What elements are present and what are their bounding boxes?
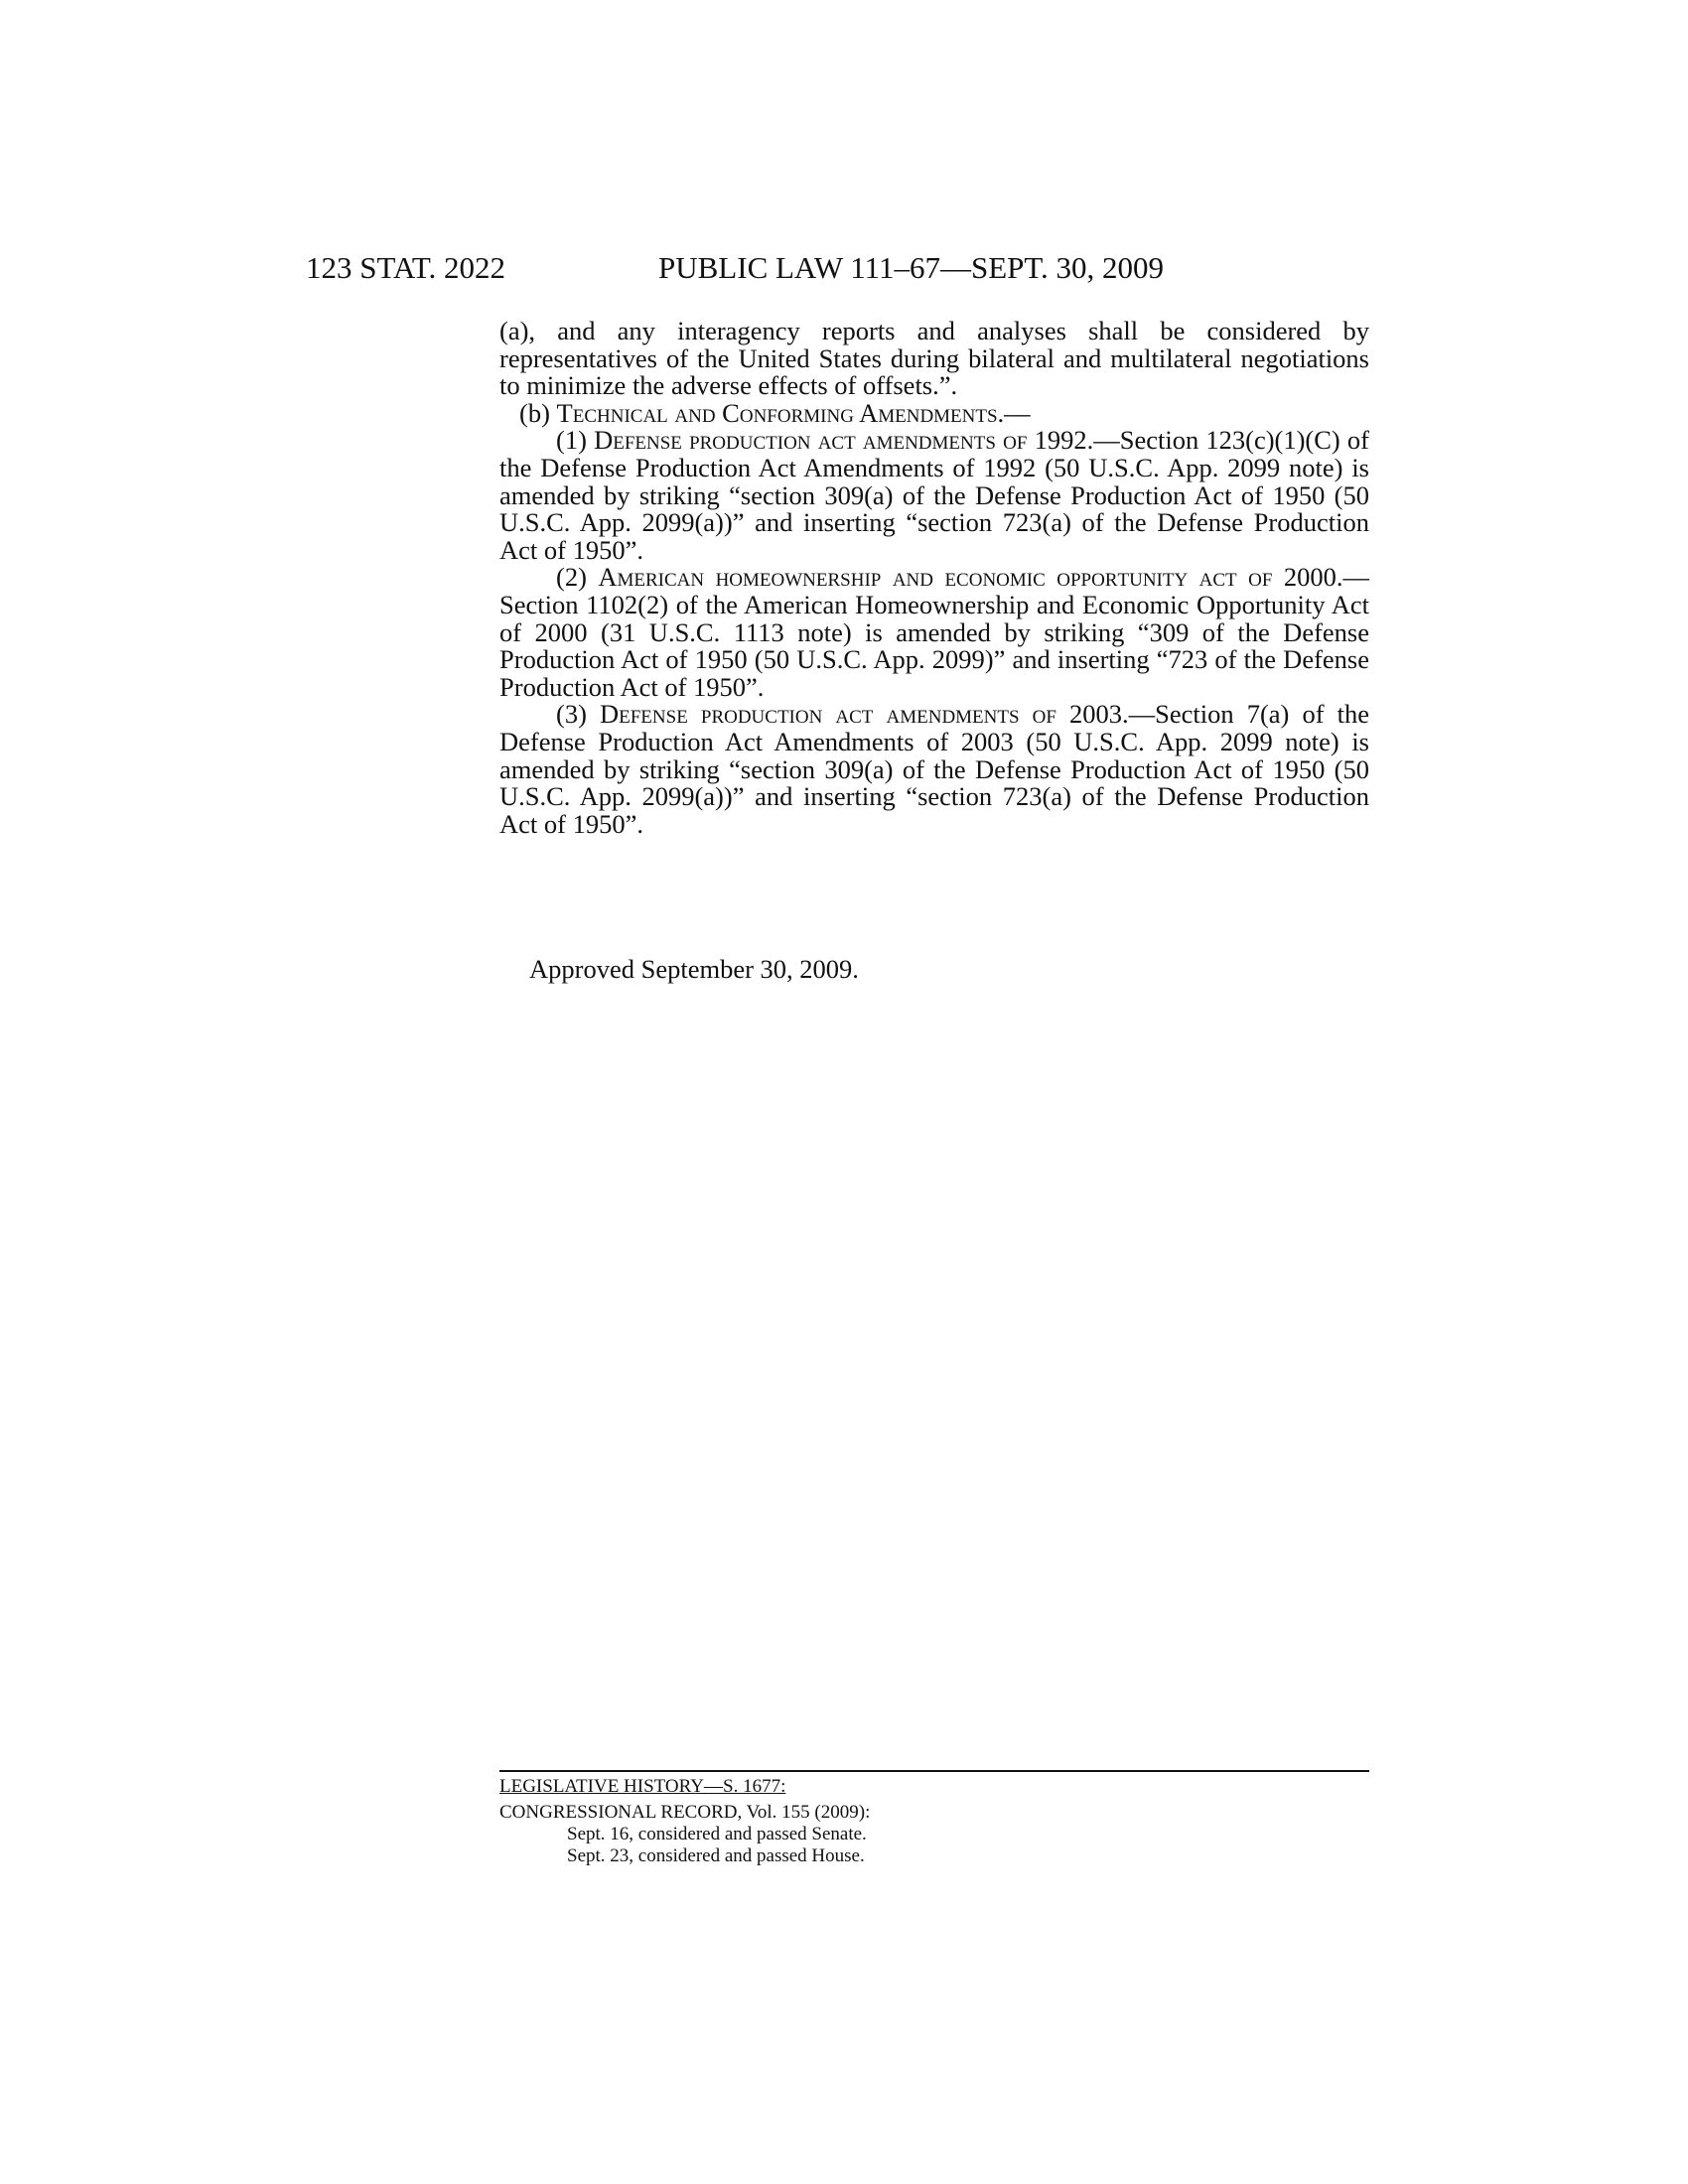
subsection-heading: Technical and Conforming Amendments.— [556,397,1031,428]
body-text [499,318,1369,838]
paragraph-heading: Defense production act amendments of 2003. [599,699,1129,730]
congressional-record: CONGRESSIONAL RECORD, Vol. 155 (2009): [499,1802,871,1823]
subsection-label: (b) [519,397,557,428]
paragraph-label: (1) [556,425,595,456]
history-entry: Sept. 16, considered and passed Senate. [567,1824,867,1844]
legislative-history-title: LEGISLATIVE HISTORY—S. 1677: [499,1776,786,1797]
paragraph-3 [499,701,1369,838]
paragraph-text: —Section 7(a) of the Defense Production Act Amendments of 2003 (50 U.S.C. App. 2099 note) is amended by striking “section 309(a) of the Defense Production Act of 1950 (50 U.S.C. App. 2099(a))” and inserting “section 723(a) of the Defense Production Act of 1950”. [499,699,1369,839]
history-entry: Sept. 23, considered and passed House. [567,1845,865,1866]
footer-rule [499,1770,1369,1772]
paragraph-1 [499,427,1369,564]
approval-date: Approved September 30, 2009. [529,954,859,984]
paragraph-text: —Section 123(c)(1)(C) of the Defense Production Act Amendments of 1992 (50 U.S.C. App. 2099 note) is amended by striking “section 309(a) of the Defense Production Act of 1950 (50 U.S.C. App. 2099(a))” and inserting “section 723(a) of the Defense Production Act of 1950”. [499,425,1370,565]
paragraph-continuation [499,318,1369,400]
page-header [306,248,1378,288]
paragraph-heading: American homeownership and economic opportunity act of 2000. [598,562,1343,593]
legislative-history [499,1770,1369,1867]
page-number: 123 STAT. 2022 [306,250,506,285]
subsection-b [499,397,1369,428]
paragraph-heading: Defense production act amendments of 1992. [594,425,1094,456]
paragraph-label: (3) [556,699,600,730]
paragraph-text: —Section 1102(2) of the American Homeownership and Economic Opportunity Act of 2000 (31 U.S.C. 1113 note) is amended by striking “309 of the Defense Production Act of 1950 (50 U.S.C. App. 2099)” and inserting “723 of the Defense Production Act of 1950”. [499,562,1369,702]
paragraph-2 [499,564,1369,701]
paragraph-text: (a), and any interagency reports and analyses shall be considered by representatives of the United States during bilateral and multilateral negotiations to minimize the adverse effects of offsets.”. [499,316,1369,401]
paragraph-label: (2) [556,562,599,593]
running-title: PUBLIC LAW 111–67—SEPT. 30, 2009 [658,250,1165,285]
